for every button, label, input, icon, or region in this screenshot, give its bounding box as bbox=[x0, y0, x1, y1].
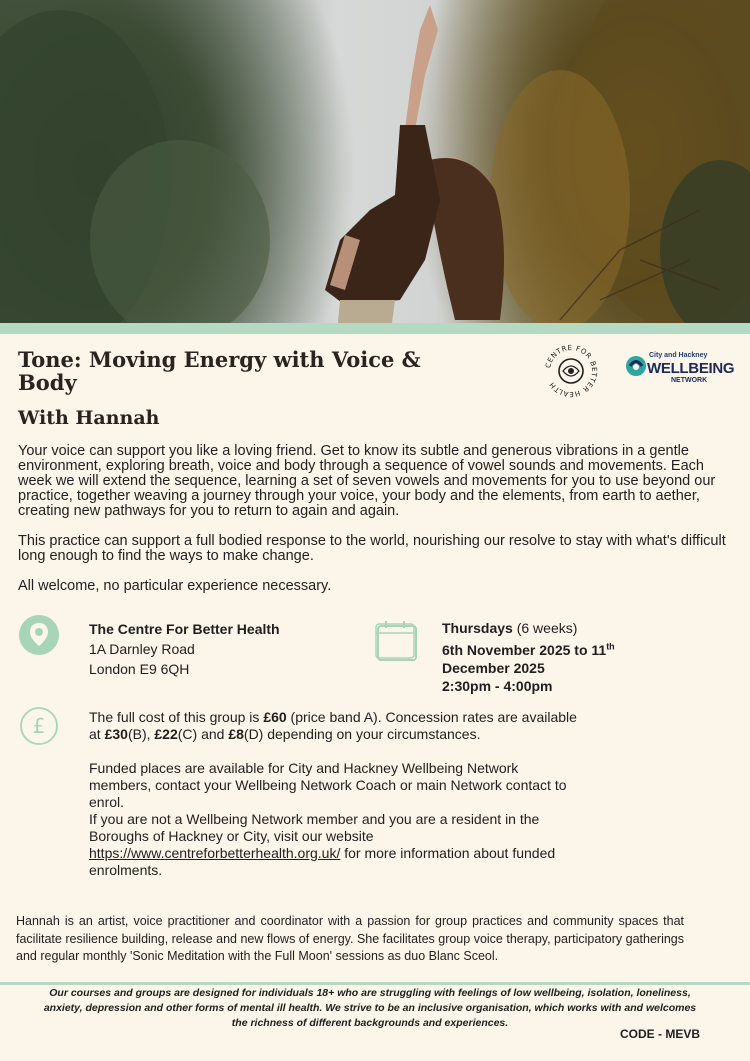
course-code: CODE - MEVB bbox=[620, 1027, 701, 1041]
woman-reaching-illustration bbox=[0, 0, 750, 323]
description-paragraph-2: This practice can support a full bodied response to the world, nourishing our resolve to stay with what's difficult long enough to find the ways to make change. bbox=[18, 533, 726, 564]
schedule-date-suffix: th bbox=[606, 641, 615, 651]
wellbeing-swirl-icon bbox=[625, 354, 647, 378]
wellbeing-logo-big: WELLBEING bbox=[647, 360, 735, 377]
wellbeing-logo-small: City and Hackney bbox=[649, 352, 708, 359]
wellbeing-network-logo bbox=[625, 352, 735, 388]
schedule-day: Thursdays bbox=[442, 620, 513, 636]
centre-for-better-health-logo bbox=[543, 343, 599, 399]
hero-photo bbox=[0, 0, 750, 323]
wellbeing-logo-network: NETWORK bbox=[671, 377, 708, 384]
location-pin-icon bbox=[19, 615, 59, 660]
svg-text:CENTRE FOR BETTER HEALTH: CENTRE FOR BETTER HEALTH bbox=[544, 343, 599, 399]
schedule-date-start: 6th November 2025 to 11 bbox=[442, 641, 607, 658]
description-paragraph-1: Your voice can support you like a loving friend. Get to know its subtle and generous vibrations in a gentle environment, exploring breath, voice and body through a sequence of vowel sounds and movements. Each week we will extend the sequence, learning a set of seven vowels and movements for you to use beyond our practice, together weaving a journey through your voice, your body and the elements, from earth to aether, creating new pathways for you to return to again and again. bbox=[18, 443, 716, 519]
svg-text:£: £ bbox=[32, 714, 46, 738]
location-line1: 1A Darnley Road bbox=[89, 641, 195, 657]
schedule-block bbox=[442, 619, 615, 695]
cost-text: The full cost of this group is £60 (price band A). Concession rates are available at £30(B), £22(C) and £8(D) depending on your circumstances. bbox=[89, 709, 577, 742]
schedule-time: 2:30pm - 4:00pm bbox=[442, 677, 553, 694]
location-block bbox=[89, 619, 280, 679]
footer-divider bbox=[0, 982, 750, 985]
non-member-text: If you are not a Wellbeing Network member and you are a resident in the Boroughs of Hackney or City, visit our website https://www.centreforbetterhealth.org.uk/ for more information about funded enrolments. bbox=[89, 811, 556, 878]
pound-icon bbox=[19, 706, 59, 751]
facilitator-bio: Hannah is an artist, voice practitioner and coordinator with a passion for group practices and community spaces that facilitate resilience building, release and new flows of energy. She facilitates group voice therapy, participatory gatherings and regular monthly 'Sonic Meditation with the Full Moon' sessions as duo Blanc Sceol. bbox=[16, 914, 684, 963]
description-paragraph-3: All welcome, no particular experience necessary. bbox=[18, 578, 332, 594]
footer-disclaimer: Our courses and groups are designed for individuals 18+ who are struggling with feelings of low wellbeing, isolation, loneliness, anxiety, depression and other forms of mental ill health. We strive to be an inclusive organisation, which works with and welcomes the richness of different backgrounds and experiences. bbox=[43, 987, 697, 1029]
funded-places-text: Funded places are available for City and Hackney Wellbeing Network members, contact your Wellbeing Network Coach or main Network contact to enrol. bbox=[89, 760, 567, 810]
accent-bar bbox=[0, 323, 750, 334]
location-name: The Centre For Better Health bbox=[89, 621, 280, 637]
page-title: Tone: Moving Energy with Voice & Body bbox=[18, 347, 421, 395]
cost-block bbox=[89, 709, 579, 879]
calendar-icon bbox=[374, 620, 420, 669]
website-link[interactable]: https://www.centreforbetterhealth.org.uk/ bbox=[89, 845, 341, 861]
schedule-date-end: December 2025 bbox=[442, 659, 545, 676]
page-subtitle: With Hannah bbox=[18, 407, 160, 429]
location-line2: London E9 6QH bbox=[89, 661, 190, 677]
schedule-weeks: (6 weeks) bbox=[516, 620, 578, 636]
